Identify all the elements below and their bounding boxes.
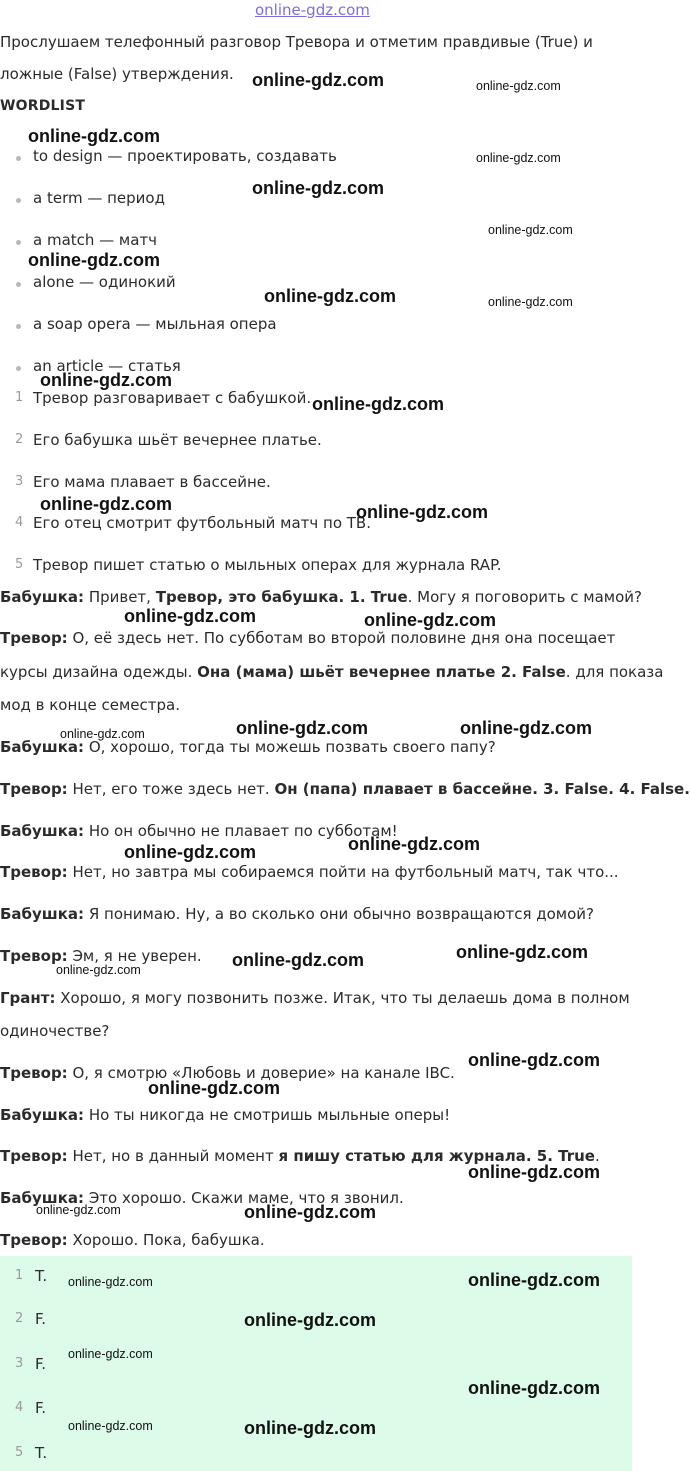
- watermark: online-gdz.com: [348, 834, 480, 854]
- answer-value: F.: [35, 1355, 46, 1373]
- statement-number: 2: [15, 432, 24, 447]
- dialogue-line: [0, 1021, 109, 1041]
- statement-number: 1: [15, 390, 24, 405]
- line-text: О, я смотрю «Любовь и доверие» на канале IBC.: [67, 1064, 455, 1082]
- speaker: Тревор:: [0, 629, 68, 647]
- watermark: online-gdz.com: [40, 494, 172, 514]
- site-header-link[interactable]: online-gdz.com: [255, 1, 370, 19]
- statement-text: Его мама плавает в бассейне.: [33, 473, 271, 491]
- watermark: online-gdz.com: [252, 70, 384, 90]
- statement-number: 5: [15, 557, 24, 572]
- speaker: Тревор:: [0, 780, 68, 798]
- bullet-dot: [16, 240, 21, 245]
- watermark: online-gdz.com: [244, 1310, 376, 1330]
- watermark: online-gdz.com: [468, 1050, 600, 1070]
- line-text: Я понимаю. Ну, а во сколько они обычно возвращаются домой?: [84, 905, 594, 923]
- watermark: online-gdz.com: [456, 942, 588, 962]
- watermark: online-gdz.com: [68, 1275, 153, 1289]
- watermark: online-gdz.com: [244, 1202, 376, 1222]
- bullet-dot: [16, 156, 21, 161]
- speaker: Бабушка:: [0, 738, 85, 756]
- speaker: Тревор:: [0, 863, 68, 881]
- line-text: Нет, но в данный момент: [67, 1147, 279, 1165]
- statement-number: 4: [15, 515, 24, 530]
- speaker: Бабушка:: [0, 588, 85, 606]
- watermark: online-gdz.com: [60, 727, 145, 741]
- speaker: Бабушка:: [0, 822, 85, 840]
- answer-number: 2: [15, 1311, 24, 1326]
- statement-text: Его отец смотрит футбольный матч по ТВ.: [33, 514, 371, 532]
- dialogue-line: [0, 695, 180, 715]
- line-text: Хорошо, я могу позвонить позже. Итак, что ты делаешь дома в полном: [55, 989, 630, 1007]
- dialogue-line: [0, 587, 642, 607]
- statement-text: Тревор разговаривает с бабушкой.: [33, 389, 312, 407]
- bullet-dot: [16, 366, 21, 371]
- dialogue-line: [0, 862, 619, 882]
- watermark: online-gdz.com: [28, 250, 160, 270]
- watermark: online-gdz.com: [252, 178, 384, 198]
- line-text: мод в конце семестра.: [0, 696, 180, 714]
- line-text: . для показа: [565, 663, 664, 681]
- line-text: Эм, я не уверен.: [67, 947, 202, 965]
- answer-highlight: Он (папа) плавает в бассейне. 3. False. 4. False.: [274, 780, 690, 798]
- speaker: Тревор:: [0, 1064, 68, 1082]
- watermark: online-gdz.com: [28, 126, 160, 146]
- answer-value: F.: [35, 1399, 46, 1417]
- watermark: online-gdz.com: [124, 842, 256, 862]
- line-text: Привет,: [84, 588, 156, 606]
- line-text: Нет, его тоже здесь нет.: [67, 780, 275, 798]
- watermark: online-gdz.com: [68, 1419, 153, 1433]
- watermark: online-gdz.com: [312, 394, 444, 414]
- watermark: online-gdz.com: [364, 610, 496, 630]
- bullet-dot: [16, 324, 21, 329]
- watermark: online-gdz.com: [244, 1418, 376, 1438]
- statement-number: 3: [15, 474, 24, 489]
- watermark: online-gdz.com: [236, 718, 368, 738]
- watermark: online-gdz.com: [148, 1078, 280, 1098]
- dialogue-line: [0, 988, 630, 1008]
- dialogue-line: [0, 1105, 450, 1125]
- wordlist-item: to design — проектировать, создавать: [33, 147, 337, 165]
- line-text: курсы дизайна одежды.: [0, 663, 198, 681]
- watermark: online-gdz.com: [68, 1347, 153, 1361]
- watermark: online-gdz.com: [476, 79, 561, 93]
- answer-value: F.: [35, 1310, 46, 1328]
- answer-number: 1: [15, 1268, 24, 1283]
- line-text: Но ты никогда не смотришь мыльные оперы!: [84, 1106, 451, 1124]
- watermark: online-gdz.com: [40, 370, 172, 390]
- watermark: online-gdz.com: [36, 1203, 121, 1217]
- answer-number: 5: [15, 1445, 24, 1460]
- line-text: О, её здесь нет. По субботам во второй половине дня она посещает: [67, 629, 616, 647]
- speaker: Тревор:: [0, 1147, 68, 1165]
- watermark: online-gdz.com: [56, 963, 141, 977]
- watermark: online-gdz.com: [124, 606, 256, 626]
- statement-text: Тревор пишет статью о мыльных операх для журнала RAP.: [33, 556, 502, 574]
- speaker: Бабушка:: [0, 905, 85, 923]
- wordlist-item: a soap opera — мыльная опера: [33, 315, 277, 333]
- wordlist-item: an article — статья: [33, 357, 181, 375]
- line-text: Но он обычно не плавает по субботам!: [84, 822, 398, 840]
- watermark: online-gdz.com: [468, 1378, 600, 1398]
- answer-highlight: я пишу статью для журнала. 5. True: [278, 1147, 595, 1165]
- answer-value: T.: [35, 1267, 48, 1285]
- line-text: Это хорошо. Скажи маме, что я звонил.: [84, 1189, 404, 1207]
- dialogue-line: [0, 628, 615, 648]
- intro-line-2: ложные (False) утверждения.: [0, 65, 234, 83]
- speaker: Тревор:: [0, 947, 68, 965]
- watermark: online-gdz.com: [468, 1270, 600, 1290]
- watermark: online-gdz.com: [264, 286, 396, 306]
- answer-highlight: Тревор, это бабушка. 1. True: [155, 588, 408, 606]
- bullet-dot: [16, 198, 21, 203]
- line-text: Хорошо. Пока, бабушка.: [67, 1231, 265, 1249]
- answer-value: T.: [35, 1444, 48, 1462]
- wordlist-item: a match — матч: [33, 231, 158, 249]
- watermark: online-gdz.com: [476, 151, 561, 165]
- answer-highlight: Она (мама) шьёт вечернее платье 2. False: [197, 663, 566, 681]
- dialogue-line: [0, 904, 594, 924]
- line-text: одиночестве?: [0, 1022, 110, 1040]
- statement-text: Его бабушка шьёт вечернее платье.: [33, 431, 322, 449]
- watermark: online-gdz.com: [460, 718, 592, 738]
- wordlist-item: alone — одинокий: [33, 273, 176, 291]
- dialogue-line: [0, 662, 663, 682]
- dialogue-line: [0, 821, 398, 841]
- watermark: online-gdz.com: [232, 950, 364, 970]
- line-text: .: [594, 1147, 600, 1165]
- line-text: О, хорошо, тогда ты можешь позвать своего папу?: [84, 738, 496, 756]
- watermark: online-gdz.com: [488, 295, 573, 309]
- speaker: Бабушка:: [0, 1106, 85, 1124]
- watermark: online-gdz.com: [468, 1162, 600, 1182]
- bullet-dot: [16, 282, 21, 287]
- speaker: Тревор:: [0, 1231, 68, 1249]
- answer-number: 4: [15, 1400, 24, 1415]
- line-text: Нет, но завтра мы собираемся пойти на футбольный матч, так что...: [67, 863, 619, 881]
- intro-line-1: Прослушаем телефонный разговор Тревора и отметим правдивые (True) и: [0, 33, 593, 51]
- wordlist-heading: WORDLIST: [0, 98, 86, 114]
- speaker: Грант:: [0, 989, 56, 1007]
- watermark: online-gdz.com: [488, 223, 573, 237]
- wordlist-item: a term — период: [33, 189, 165, 207]
- dialogue-line: [0, 779, 690, 799]
- speaker: Бабушка:: [0, 1189, 85, 1207]
- dialogue-line: [0, 1230, 265, 1250]
- line-text: . Могу я поговорить с мамой?: [407, 588, 642, 606]
- watermark: online-gdz.com: [356, 502, 488, 522]
- answer-number: 3: [15, 1356, 24, 1371]
